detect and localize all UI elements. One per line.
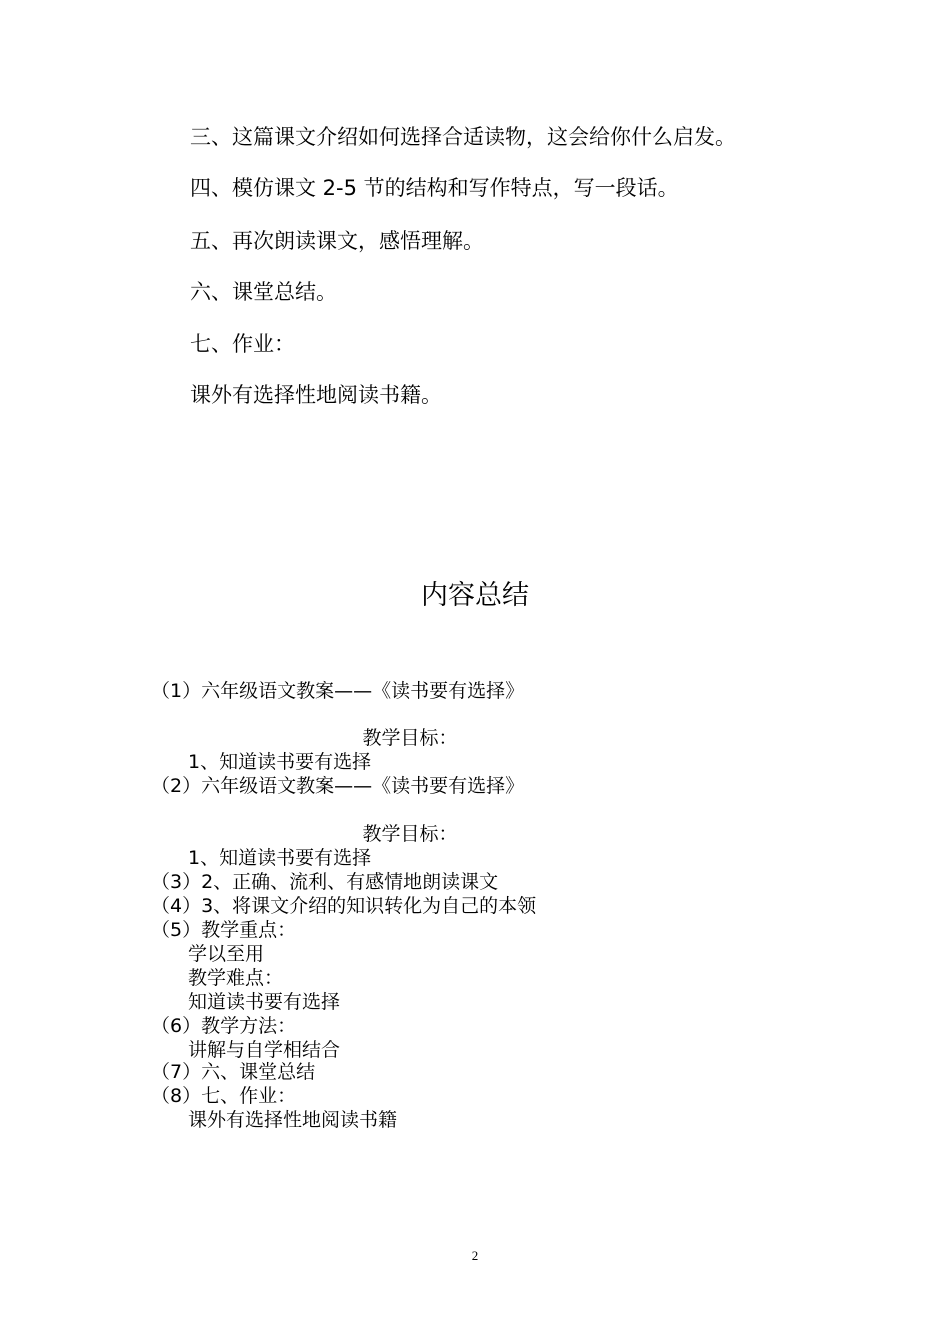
summary-item-7: （7）六、课堂总结 [151,1061,316,1083]
paragraph-item-5: 五、再次朗读课文，感悟理解。 [190,229,484,253]
summary-subitem: 课外有选择性地阅读书籍 [188,1109,398,1131]
paragraph-item-3: 三、这篇课文介绍如何选择合适读物，这会给你什么启发。 [190,125,736,149]
summary-subitem: 学以至用 [188,943,265,965]
summary-item-3: （3）2、正确、流利、有感情地朗读课文 [151,871,499,893]
summary-subitem: 讲解与自学相结合 [188,1039,341,1061]
paragraph-item-4: 四、模仿课文 2-5 节的结构和写作特点，写一段话。 [190,176,679,200]
summary-item-8: （8）七、作业： [151,1085,297,1107]
summary-title: 内容总结 [421,580,529,611]
summary-subitem: 教学难点： [188,967,284,989]
homework-text: 课外有选择性地阅读书籍。 [190,383,442,407]
summary-item-5: （5）教学重点： [151,919,297,941]
summary-subheading: 教学目标： [362,823,458,845]
summary-item-6: （6）教学方法： [151,1015,297,1037]
summary-item-1: （1）六年级语文教案——《读书要有选择》 [151,680,525,702]
summary-item-2: （2）六年级语文教案——《读书要有选择》 [151,775,525,797]
page-number: 2 [471,1248,479,1263]
summary-subheading: 教学目标： [362,727,458,749]
paragraph-item-7: 七、作业： [190,332,295,356]
summary-subitem: 1、知道读书要有选择 [188,751,372,773]
summary-subitem: 知道读书要有选择 [188,991,341,1013]
paragraph-item-6: 六、课堂总结。 [190,280,337,304]
summary-item-4: （4）3、将课文介绍的知识转化为自己的本领 [151,895,537,917]
summary-subitem: 1、知道读书要有选择 [188,847,372,869]
